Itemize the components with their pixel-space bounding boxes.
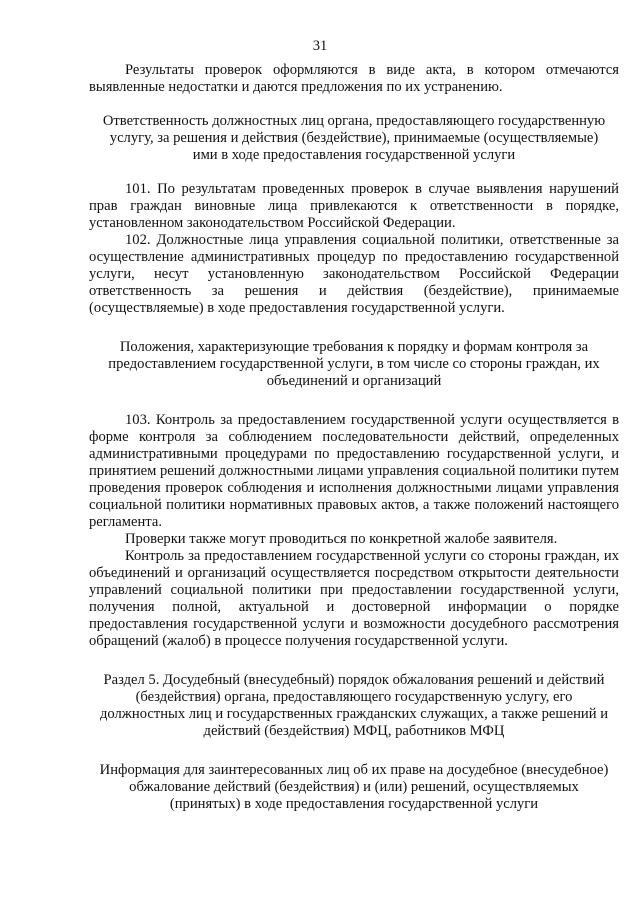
spacer [89,317,619,339]
spacer [89,96,619,113]
page-number: 31 [312,38,328,54]
document-body [89,62,619,813]
heading-appeal-information: Информация для заинтересованных лиц об их праве на досудебное (внесудебное) обжалование действий (бездействия) и (или) решений, осуществляемых (принятых) в ходе предоставления государственной услуги [99,762,609,812]
paragraph-101: 101. По результатам проведенных проверок в случае выявления нарушений прав граждан виновные лица привлекаются к ответственности в порядке, установленном законодательством Российской Федерации. [89,181,619,231]
paragraph-102: 102. Должностные лица управления социальной политики, ответственные за осуществление административных процедур по предоставлению государственной услуги, несут установленную законодательством Российской Федерации ответственность за решения и действия (бездействие), принимаемые (осуществляемые) в ходе предоставления государственной услуги. [89,232,619,316]
paragraph-103: 103. Контроль за предоставлением государственной услуги осуществляется в форме контроля за соблюдением последовательности действий, определенных административными процедурами по предоставлению государственной услуги, и принятием решений должностными лицами управления социальной политики путем проведения проверок соблюдения и исполнения должностными лицами управления социальной политики нормативных правовых актов, а также положений настоящего регламента. [89,412,619,530]
spacer [89,650,619,672]
spacer [89,740,619,762]
paragraph-inspection-acts: Результаты проверок оформляются в виде акта, в котором отмечаются выявленные недостатки и даются предложения по их устранению. [89,62,619,95]
paragraph-complaint-checks: Проверки также могут проводиться по конкретной жалобе заявителя. [125,531,558,547]
paragraph-citizen-control: Контроль за предоставлением государственной услуги со стороны граждан, их объединений и организаций осуществляется посредством открытости деятельности управлений социальной политики при предоставлении государственной услуги, получения полной, актуальной и достоверной информации о порядке предоставления государственной услуги и возможности досудебного рассмотрения обращений (жалоб) в процессе получения государственной услуги. [89,548,619,649]
spacer [89,164,619,181]
heading-responsibility: Ответственность должностных лиц органа, предоставляющего государственную услугу, за решения и действия (бездействие), принимаемые (осуществляемые) ими в ходе предоставления государственной услуги [102,113,606,163]
spacer [89,390,619,412]
heading-section-5: Раздел 5. Досудебный (внесудебный) порядок обжалования решений и действий (бездействия) органа, предоставляющего государственную услугу, его должностных лиц и государственных гражданских служащих, а также решений и действий (бездействия) МФЦ, работников МФЦ [99,672,609,739]
heading-control-requirements: Положения, характеризующие требования к порядку и формам контроля за предоставлением государственной услуги, в том числе со стороны граждан, их объединений и организаций [108,339,600,389]
